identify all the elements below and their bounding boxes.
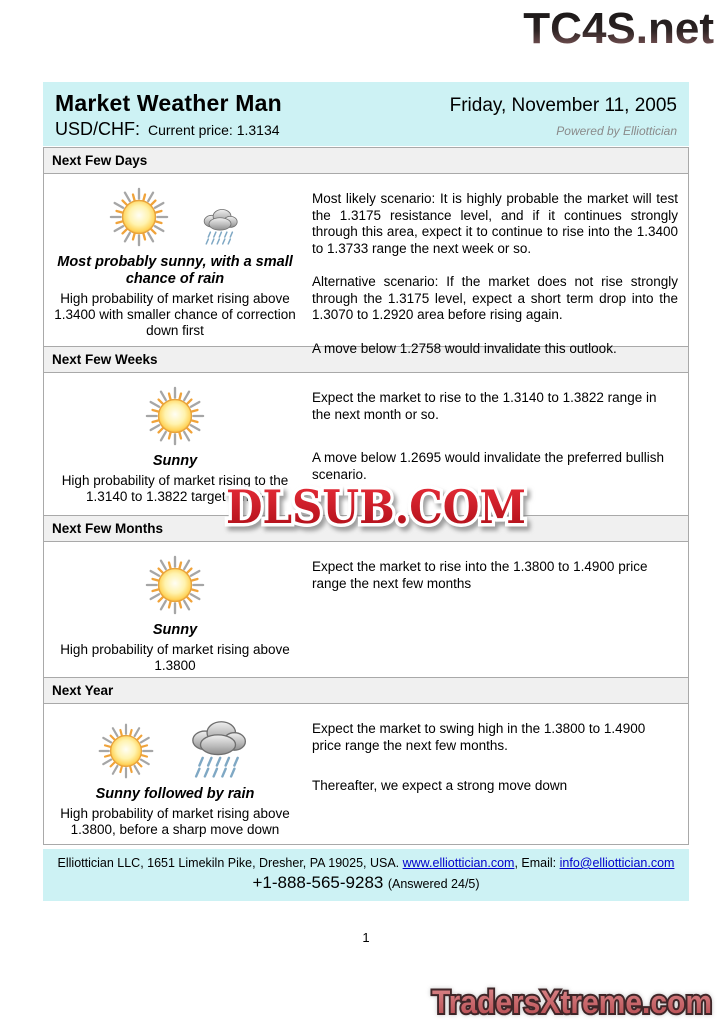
forecast-caption: Sunny: [152, 453, 198, 469]
company-address: Elliottician LLC, 1651 Limekiln Pike, Dresher, PA 19025, USA.: [57, 856, 403, 870]
currency-pair: USD/CHF:: [55, 119, 140, 139]
scenario-paragraph: Alternative scenario: If the market does not rise strongly through the 1.3175 level, expect a short term drop into the 1.3070 to 1.2920 area before rising again.: [312, 274, 678, 322]
powered-by: Powered by Elliottician: [556, 124, 677, 138]
report-header: [43, 82, 689, 146]
scenario-paragraph: Expect the market to swing high in the 1.3800 to 1.4900 price range the next few months.: [312, 721, 646, 753]
tradersxtreme-logo-text: TradersXtreme.com: [432, 984, 712, 1020]
forecast-caption: Sunny: [152, 622, 198, 638]
forecast-caption: Sunny followed by rain: [95, 786, 255, 802]
scenario-paragraph: A move below 1.2758 would invalidate this outlook.: [312, 340, 617, 356]
forecast-caption: Most probably sunny, with a small chance of rain: [57, 254, 293, 287]
phone-number: +1-888-565-9283: [252, 873, 384, 892]
section-next-year: [43, 677, 689, 845]
section-heading: Next Few Days: [44, 148, 688, 174]
website-link[interactable]: www.elliottician.com: [402, 856, 515, 870]
forecast-summary: High probability of market rising above 1.3400 with smaller chance of correction down first: [54, 291, 296, 338]
forecast-summary: High probability of market rising to the 1.3140 to 1.3822 target range: [61, 473, 289, 504]
forecast-summary: High probability of market rising above 1.3800: [60, 642, 290, 673]
sun-icon: [108, 186, 170, 248]
report-footer: [43, 849, 689, 901]
email-label: , Email:: [514, 856, 560, 870]
dlsub-watermark: [218, 474, 534, 545]
page-title: Market Weather Man: [55, 90, 282, 116]
scenario-paragraph: Expect the market to rise into the 1.3800 to 1.4900 price range the next few months: [312, 559, 648, 591]
phone-note: (Answered 24/5): [387, 877, 480, 891]
scenario-paragraph: Thereafter, we expect a strong move down: [312, 778, 568, 793]
sun-icon: [144, 385, 206, 447]
email-link[interactable]: info@elliottician.com: [559, 856, 675, 870]
current-price: Current price: 1.3134: [148, 122, 280, 138]
rain-cloud-icon: [198, 206, 242, 246]
page-number: 1: [362, 930, 370, 945]
report-date: Friday, November 11, 2005: [449, 95, 677, 116]
section-heading: Next Few Months: [44, 516, 688, 542]
forecast-summary: High probability of market rising above 1.3800, before a sharp move down: [60, 806, 290, 837]
sun-icon: [144, 554, 206, 616]
scenario-paragraph: A move below 1.2695 would invalidate the preferred bullish scenario.: [312, 450, 664, 482]
tc4s-logo: [506, 2, 718, 57]
sun-icon: [97, 722, 155, 780]
scenario-paragraph: Most likely scenario: It is highly probable the market will test the 1.3175 resistance level, and if it continues strongly through this area, expect it to continue to rise into the 1.3400 to 1.3733 range the next week or so.: [312, 191, 678, 256]
dlsub-watermark-text: DLSUB.COM: [226, 480, 526, 534]
scenario-paragraph: Expect the market to rise to the 1.3140 to 1.3822 range in the next month or so.: [312, 390, 657, 422]
tc4s-logo-text: TC4S.net: [523, 4, 714, 52]
heavy-rain-cloud-icon: [183, 716, 253, 780]
section-heading: Next Year: [44, 678, 688, 704]
section-heading: Next Few Weeks: [44, 347, 688, 373]
tradersxtreme-logo: [426, 980, 718, 1029]
section-next-few-days: [43, 147, 689, 356]
